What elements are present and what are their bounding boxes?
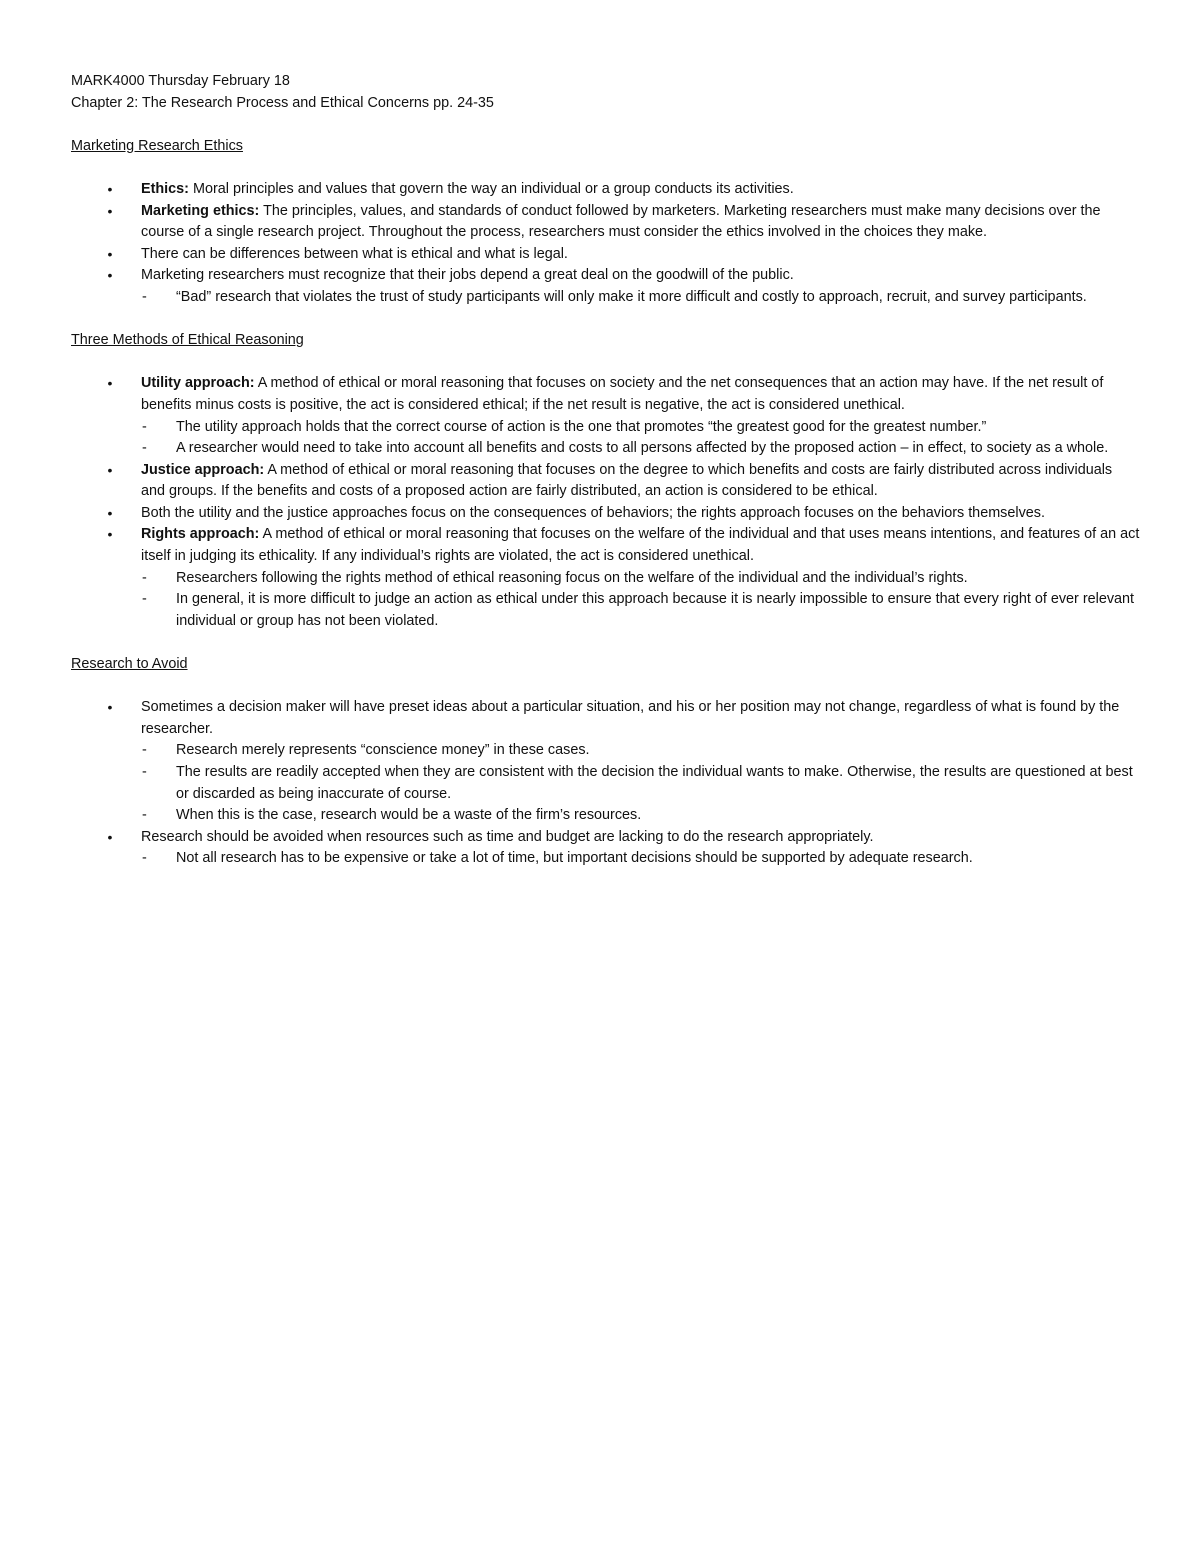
sub-text: Research merely represents “conscience money” in these cases. bbox=[176, 742, 590, 759]
bullet-icon bbox=[105, 827, 115, 850]
bullet-term: Justice approach: bbox=[141, 461, 265, 478]
section-marketing-research-ethics bbox=[71, 136, 1140, 330]
bullet-list bbox=[71, 373, 1140, 632]
bullet-text: Both the utility and the justice approaches focus on the consequences of behaviors; the rights approach focuses on the behaviors themselves. bbox=[141, 504, 1045, 521]
sub-item bbox=[141, 287, 1140, 309]
bullet-icon bbox=[105, 201, 115, 224]
bullet-text: Research should be avoided when resources such as time and budget are lacking to do the research appropriately. bbox=[141, 828, 874, 845]
bullet-icon bbox=[105, 179, 115, 202]
chapter-title: Chapter 2: The Research Process and Ethical Concerns pp. 24-35 bbox=[71, 94, 494, 111]
bullet-text: Moral principles and values that govern the way an individual or a group conducts its activities. bbox=[188, 180, 794, 197]
dash-icon: - bbox=[142, 764, 147, 780]
bullet-text: There can be differences between what is ethical and what is legal. bbox=[141, 245, 568, 262]
bullet-list bbox=[71, 697, 1140, 870]
dash-icon: - bbox=[142, 742, 147, 759]
bullet-term: Ethics: bbox=[141, 180, 189, 197]
sub-item bbox=[141, 417, 1140, 439]
spacer bbox=[71, 632, 1140, 654]
bullet-icon bbox=[105, 697, 115, 720]
section-heading: Marketing Research Ethics bbox=[71, 137, 243, 154]
sub-item bbox=[141, 568, 1140, 590]
sub-item bbox=[141, 848, 1140, 870]
spacer bbox=[71, 157, 1140, 179]
bullet-item bbox=[71, 201, 1140, 244]
dash-icon: - bbox=[142, 569, 147, 586]
sub-text: The results are readily accepted when they are consistent with the decision the individual wants to make. Otherwise, the results are questioned at best or discarded as being inaccurate of course. bbox=[176, 764, 1133, 802]
bullet-item bbox=[71, 265, 1140, 308]
bullet-item bbox=[71, 179, 1140, 201]
bullet-term: Rights approach: bbox=[141, 526, 260, 543]
bullet-item bbox=[71, 244, 1140, 266]
dash-icon: - bbox=[142, 850, 147, 867]
spacer bbox=[71, 676, 1140, 698]
bullet-text: Sometimes a decision maker will have preset ideas about a particular situation, and his or her position may not change, regardless of what is found by the researcher. bbox=[141, 699, 1120, 737]
dash-icon: - bbox=[142, 418, 147, 435]
bullet-icon bbox=[105, 373, 115, 396]
sub-text: In general, it is more difficult to judge an action as ethical under this approach because it is nearly impossible to ensure that every right of ever relevant individual or group has not been violated. bbox=[176, 591, 1135, 629]
dash-icon: - bbox=[142, 440, 147, 457]
bullet-icon bbox=[105, 524, 115, 547]
section-three-methods bbox=[71, 330, 1140, 654]
bullet-term: Utility approach: bbox=[141, 375, 255, 392]
dash-icon: - bbox=[142, 288, 147, 305]
bullet-text: A method of ethical or moral reasoning that focuses on the degree to which benefits and costs are fairly distributed across individuals and groups. If the benefits and costs of a proposed action are fairly distributed, an action is considered to be ethical. bbox=[141, 461, 1113, 500]
sub-text: A researcher would need to take into account all benefits and costs to all persons affected by the proposed action – in effect, to society as a whole. bbox=[176, 440, 1109, 457]
spacer bbox=[71, 309, 1140, 331]
bullet-text: The principles, values, and standards of conduct followed by marketers. Marketing researchers must make many decisions over the course of a single research project. Throughout the process, researchers must consider the ethics involved in the choices they make. bbox=[141, 202, 1101, 241]
sub-text: When this is the case, research would be a waste of the firm’s resources. bbox=[176, 807, 642, 824]
bullet-item bbox=[71, 827, 1140, 870]
spacer bbox=[71, 352, 1140, 374]
sub-text: The utility approach holds that the correct course of action is the one that promotes “the greatest good for the greatest number.” bbox=[176, 418, 987, 435]
sub-item bbox=[141, 438, 1140, 460]
sub-list bbox=[141, 568, 1140, 633]
sub-list bbox=[141, 417, 1140, 460]
sub-item bbox=[141, 805, 1140, 827]
bullet-list bbox=[71, 179, 1140, 309]
section-heading: Three Methods of Ethical Reasoning bbox=[71, 332, 304, 349]
course-date-line: MARK4000 Thursday February 18 bbox=[71, 73, 290, 89]
bullet-item bbox=[71, 503, 1140, 525]
bullet-icon bbox=[105, 244, 115, 267]
bullet-text: A method of ethical or moral reasoning that focuses on society and the net consequences that an action may have. If the net result of benefits minus costs is positive, the act is considered ethical; if the net result is negative, the act is considered unethical. bbox=[141, 375, 1104, 413]
sub-item bbox=[141, 740, 1140, 762]
sub-text: “Bad” research that violates the trust of study participants will only make it more difficult and costly to approach, recruit, and survey participants. bbox=[176, 288, 1087, 305]
spacer bbox=[71, 114, 1140, 136]
bullet-item bbox=[71, 460, 1140, 503]
sub-text: Not all research has to be expensive or take a lot of time, but important decisions should be supported by adequate research. bbox=[176, 850, 973, 867]
sub-list bbox=[141, 740, 1140, 826]
sub-list bbox=[141, 848, 1140, 870]
bullet-icon bbox=[105, 460, 115, 483]
bullet-item bbox=[71, 524, 1140, 632]
section-heading: Research to Avoid bbox=[71, 656, 188, 673]
bullet-item bbox=[71, 697, 1140, 827]
dash-icon: - bbox=[142, 807, 147, 824]
dash-icon: - bbox=[142, 591, 147, 608]
sub-item bbox=[141, 589, 1140, 632]
sub-text: Researchers following the rights method of ethical reasoning focus on the welfare of the individual and the individual’s rights. bbox=[176, 569, 968, 586]
bullet-icon bbox=[105, 503, 115, 526]
bullet-text: Marketing researchers must recognize that their jobs depend a great deal on the goodwill of the public. bbox=[141, 267, 794, 284]
sub-list bbox=[141, 287, 1140, 309]
bullet-text: A method of ethical or moral reasoning that focuses on the welfare of the individual and that uses means intentions, and features of an act itself in judging its ethicality. If any individual’s rights are violated, the act is considered unethical. bbox=[141, 526, 1140, 565]
bullet-item bbox=[71, 373, 1140, 459]
bullet-icon bbox=[105, 265, 115, 288]
sub-item bbox=[141, 762, 1140, 805]
section-research-to-avoid bbox=[71, 654, 1140, 870]
bullet-term: Marketing ethics: bbox=[141, 202, 260, 219]
